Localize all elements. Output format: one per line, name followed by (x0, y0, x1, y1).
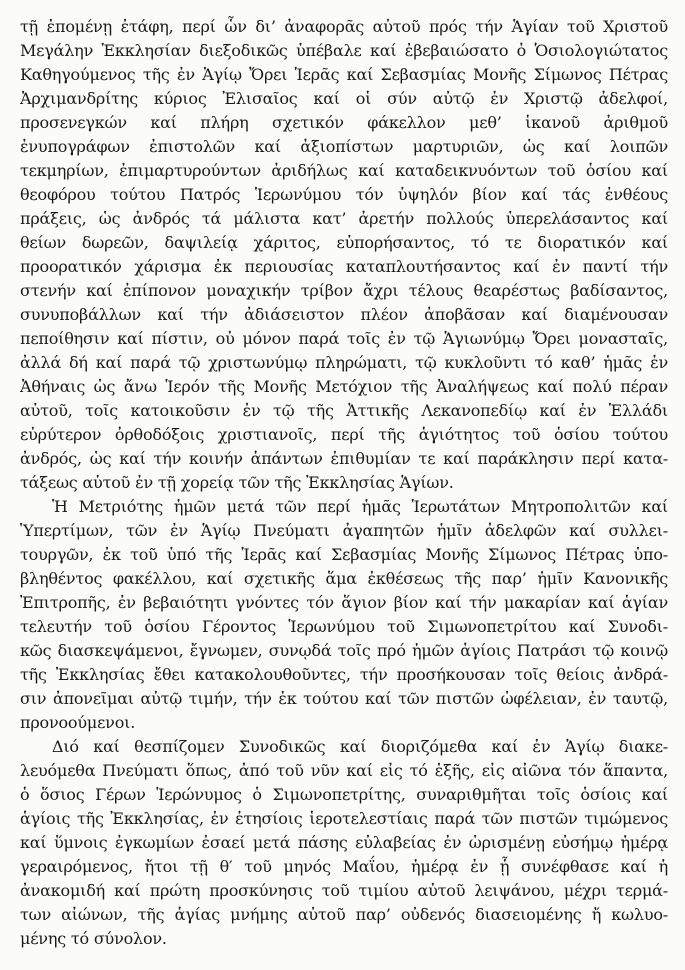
text-line: Διό καί θεσπίζομεν Συνοδικῶς καί διοριζόμεθα καί ἐν Ἁγίῳ διακε- (52, 737, 668, 756)
text-line: θεοφόρου τούτου Πατρός Ἱερωνύμου τόν ὑψηλόν βίον καί τάς ἐνθέους (20, 185, 668, 204)
text-line: τῇ ἑπομένῃ ἐτάφη, περί ὧν δι’ ἀναφορᾶς αὐτοῦ πρός τήν Ἁγίαν τοῦ Χριστοῦ (20, 17, 668, 36)
text-line: Ὑπερτίμων, τῶν ἐν Ἁγίῳ Πνεύματι ἀγαπητῶν ἡμῖν ἀδελφῶν καί συλλει- (20, 521, 668, 540)
text-line: προορατικόν χάρισμα ἐκ περιουσίας καταπλουτήσαντος καί ἐν παντί τήν (20, 257, 668, 276)
text-line: συνυποβάλλων καί τήν ἀδιάσειστον πλέον ἀποβᾶσαν καί διαμένουσαν (20, 305, 668, 324)
text-line: εὐρύτερον ὀρθοδόξοις χριστιανοῖς, περί τῆς ἁγιότητος τοῦ ὁσίου τούτου (20, 425, 668, 444)
text-line: αὐτοῦ, τοῖς κατοικοῦσιν ἐν τῷ τῆς Ἀττικῆς Λεκανοπεδίῳ καί ἐν Ἑλλάδι (20, 401, 668, 420)
text-line: Ἀρχιμανδρίτης κύριος Ἐλισαῖος καί οἱ σύν αὐτῷ ἐν Χριστῷ ἀδελφοί, (20, 89, 668, 108)
text-line: βληθέντος φακέλλου, καί σχετικῆς ἅμα ἐκθέσεως τῆς παρ’ ἡμῖν Κανονικῆς (20, 569, 668, 588)
text-line: τελευτήν τοῦ ὁσίου Γέροντος Ἱερωνύμου τοῦ Σιμωνοπετρίτου καί Συνοδι- (20, 617, 668, 636)
text-line: ἀνακομιδή καί πρώτη προσκύνησις τοῦ τιμίου αὐτοῦ λειψάνου, μέχρι τερμά- (20, 881, 668, 900)
text-line: πράξεις, ὡς ἀνδρός τά μάλιστα κατ’ ἀρετήν πολλούς ὑπερελάσαντος καί (20, 209, 668, 228)
text-line: γεραιρόμενος, ἤτοι τῇ θ′ τοῦ μηνός Μαΐου, ἡμέρᾳ ἐν ᾗ συνέφθασε καί ἡ (20, 857, 668, 876)
text-line: μένης τό σύνολον. (20, 929, 167, 948)
text-line: ἐνυπογράφων ἐπιστολῶν καί ἀξιοπίστων μαρτυριῶν, ὡς καί λοιπῶν (20, 137, 668, 156)
text-line: ἀλλά δή καί παρά τῷ χριστωνύμῳ πληρώματι, τῷ κυκλοῦντι τό καθ’ ἡμᾶς ἐν (20, 353, 668, 372)
text-line: τάξεως αὐτοῦ ἐν τῇ χορείᾳ τῶν τῆς Ἐκκλησίας Ἁγίων. (20, 473, 454, 492)
text-line: Ἐπιτροπῆς, ἐν βεβαιότητι γνόντες τόν ἅγιον βίον καί τήν μακαρίαν καί ἁγίαν (20, 593, 668, 612)
text-line: Ἀθήναις ὡς ἄνω Ἱερόν τῆς Μονῆς Μετόχιον τῆς Ἀναλήψεως καί πολύ πέραν (20, 377, 668, 396)
text-line: σιν ἀπονεῖμαι αὐτῷ τιμήν, τήν ἐκ τούτου καί τῶν πιστῶν ὠφέλειαν, ἐν ταυτῷ, (20, 689, 668, 708)
text-line: τουργῶν, ἐκ τοῦ ὑπό τῆς Ἱερᾶς καί Σεβασμίας Μονῆς Σίμωνος Πέτρας ὑπο- (20, 545, 668, 564)
text-line: ἁγίοις τῆς Ἐκκλησίας, ἐν ἐτησίοις ἱεροτελεστίαις παρά τῶν πιστῶν τιμώμενος (20, 809, 668, 828)
text-line: προνοούμενοι. (20, 713, 136, 732)
text-line: τεκμηρίων, ἐπιμαρτυρούντων ἀριδήλως καί καταδεικνυόντων τοῦ ὁσίου καί (20, 161, 668, 180)
text-line: ἀνδρός, ὡς καί τήν κοινήν ἁπάντων ἐπιθυμίαν τε καί παράκλησιν περί κατα- (20, 449, 668, 468)
text-line: στενήν καί ἐπίπονον μοναχικήν τρίβον ἄχρι τέλους θεαρέστως βαδίσαντος, (20, 281, 668, 300)
text-line: λευόμεθα Πνεύματι ὅπως, ἀπό τοῦ νῦν καί εἰς τό ἑξῆς, εἰς αἰῶνα τόν ἅπαντα, (20, 761, 668, 780)
text-line: προσενεγκών καί πλήρη σχετικόν φάκελλον μεθ’ ἱκανοῦ ἀριθμοῦ (20, 113, 668, 132)
text-line: πεποίθησιν καί πίστιν, οὐ μόνον παρά τοῖς ἐν τῷ Ἁγιωνύμῳ Ὄρει μονασταῖς, (20, 329, 668, 348)
text-line: ὁ ὅσιος Γέρων Ἱερώνυμος ὁ Σιμωνοπετρίτης, συναριθμῆται τοῖς ὁσίοις καί (20, 785, 668, 804)
text-line: τῆς Ἐκκλησίας ἔθει κατακολουθοῦντες, τήν προσήκουσαν τοῖς θείοις ἀνδρά- (20, 665, 668, 684)
text-line: Καθηγούμενος τῆς ἐν Ἁγίῳ Ὄρει Ἱερᾶς καί Σεβασμίας Μονῆς Σίμωνος Πέτρας (20, 65, 668, 84)
text-line: των αἰώνων, τῆς ἁγίας μνήμης αὐτοῦ παρ’ οὐδενός διασειομένης ἤ κωλυο- (20, 905, 668, 924)
text-line: Μεγάλην Ἐκκλησίαν διεξοδικῶς ὑπέβαλε καί ἐβεβαιώσατο ὁ Ὁσιολογιώτατος (20, 41, 668, 60)
document-text (20, 15, 668, 951)
text-line: θείων δωρεῶν, δαψιλείᾳ χάριτος, εὐπορήσαντος, τό τε διορατικόν καί (20, 233, 668, 252)
text-line: καί ὕμνοις ἐγκωμίων ἐσαεί μετά πάσης εὐλαβείας ἐν ὡρισμένῃ εὐσήμῳ ἡμέρᾳ (20, 833, 668, 852)
text-line: Ἡ Μετριότης ἡμῶν μετά τῶν περί ἡμᾶς Ἱερωτάτων Μητροπολιτῶν καί (52, 497, 668, 516)
text-line: κῶς διασκεψάμενοι, ἔγνωμεν, συνῳδά τοῖς πρό ἡμῶν ἁγίοις Πατράσι τῷ κοινῷ (20, 641, 668, 660)
